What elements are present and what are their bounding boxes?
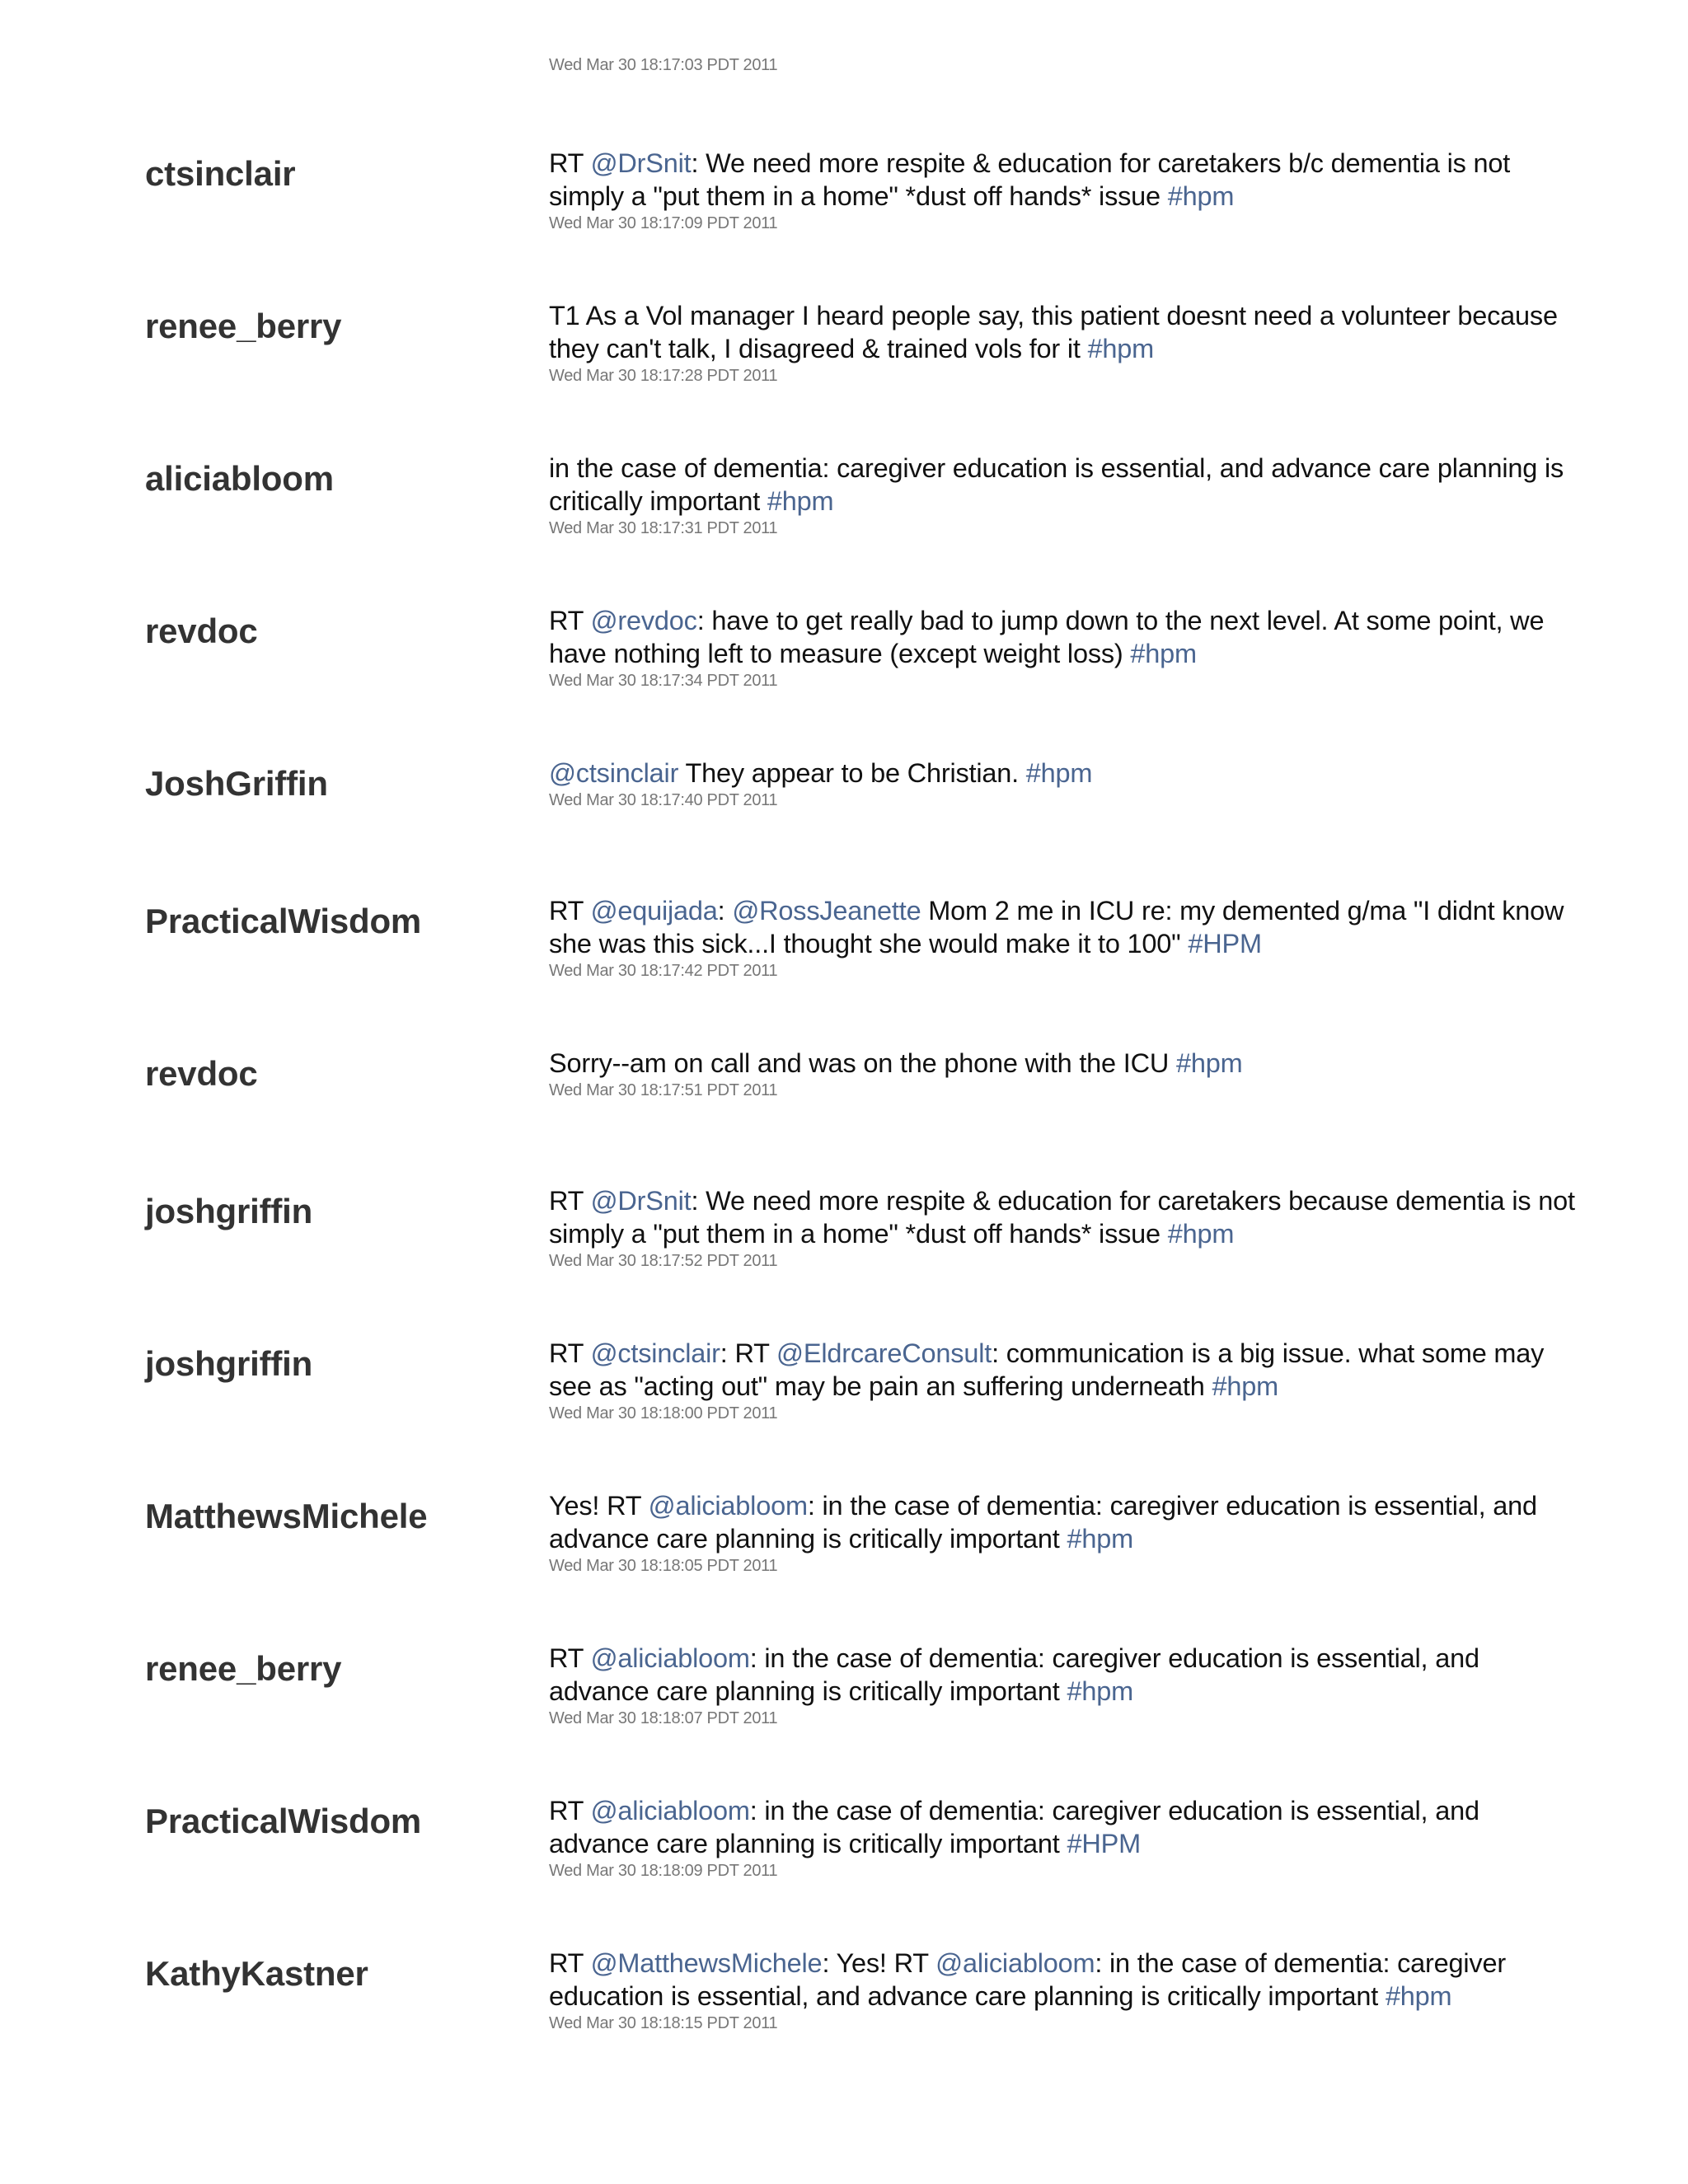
- tweet-timestamp: Wed Mar 30 18:18:00 PDT 2011: [549, 1404, 778, 1422]
- tweet-username[interactable]: PracticalWisdom: [145, 902, 422, 940]
- tweet-body: [549, 147, 1579, 234]
- tweet-text-segment: RT: [549, 606, 591, 635]
- tweet-text: [549, 1047, 1579, 1080]
- tweet-username[interactable]: PracticalWisdom: [145, 1802, 422, 1840]
- tweet-username[interactable]: KathyKastner: [145, 1954, 368, 1993]
- tweet-text: [549, 1489, 1579, 1555]
- mention-link[interactable]: @DrSnit: [590, 1186, 692, 1216]
- tweet-timestamp: Wed Mar 30 18:17:40 PDT 2011: [549, 791, 778, 809]
- mention-link[interactable]: @ctsinclair: [549, 758, 679, 788]
- tweet-text-segment: RT: [549, 148, 591, 178]
- tweet-text: [549, 1337, 1579, 1403]
- mention-link[interactable]: @RossJeanette: [732, 896, 921, 926]
- tweet-text-segment: : in the case of dementia: caregiver education is essential, and advance care planning is critically important: [549, 1643, 1479, 1706]
- tweet-text-segment: RT: [549, 1186, 591, 1216]
- tweet-username[interactable]: renee_berry: [145, 307, 342, 345]
- tweet-text-segment: RT: [549, 1643, 591, 1673]
- mention-link[interactable]: @ctsinclair: [590, 1338, 720, 1368]
- tweet-text: [549, 1184, 1579, 1250]
- mention-link[interactable]: @aliciabloom: [648, 1491, 808, 1521]
- tweet-text-segment: RT: [549, 1796, 591, 1825]
- tweet-text-segment: : in the case of dementia: caregiver education is essential, and advance care planning is critically important: [549, 1796, 1479, 1858]
- tweet-text-segment: Sorry--am on call and was on the phone with the ICU: [549, 1048, 1176, 1078]
- tweet-text-segment: :: [717, 896, 733, 926]
- tweet-username[interactable]: joshgriffin: [145, 1344, 313, 1383]
- tweet-text: [549, 1794, 1579, 1860]
- tweet-text: [549, 452, 1579, 518]
- tweet-timestamp: Wed Mar 30 18:17:52 PDT 2011: [549, 1252, 778, 1270]
- tweet-body: [549, 757, 1579, 811]
- tweet-body: [549, 1337, 1579, 1424]
- tweet-timestamp: Wed Mar 30 18:18:05 PDT 2011: [549, 1557, 778, 1575]
- previous-tweet-timestamp: [549, 56, 778, 87]
- tweet-body: [549, 452, 1579, 539]
- hashtag-link[interactable]: #hpm: [1067, 1676, 1133, 1706]
- tweet-timestamp: Wed Mar 30 18:17:31 PDT 2011: [549, 519, 778, 537]
- hashtag-link[interactable]: #HPM: [1188, 929, 1262, 958]
- tweet-text: [549, 894, 1579, 960]
- hashtag-link[interactable]: #hpm: [1167, 181, 1235, 211]
- tweet-timestamp: Wed Mar 30 18:17:42 PDT 2011: [549, 962, 778, 980]
- tweet-text: [549, 1947, 1579, 2013]
- tweet-text-segment: : have to get really bad to jump down to the next level. At some point, we have nothing left to measure (except weight loss): [549, 606, 1545, 668]
- hashtag-link[interactable]: #hpm: [1130, 639, 1197, 668]
- tweet-body: [549, 1184, 1579, 1272]
- tweet-username[interactable]: renee_berry: [145, 1649, 342, 1688]
- tweet-body: [549, 894, 1579, 982]
- timestamp-text: Wed Mar 30 18:17:03 PDT 2011: [549, 56, 778, 74]
- tweet-text-segment: : in the case of dementia: caregiver education is essential, and advance care planning is critically important: [549, 1491, 1537, 1554]
- tweet-username[interactable]: revdoc: [145, 1054, 258, 1093]
- tweet-text: [549, 1642, 1579, 1708]
- tweet-text-segment: Yes! RT: [549, 1491, 649, 1521]
- hashtag-link[interactable]: #hpm: [1067, 1524, 1133, 1554]
- tweet-body: [549, 1489, 1579, 1577]
- mention-link[interactable]: @aliciabloom: [590, 1643, 750, 1673]
- hashtag-link[interactable]: #hpm: [1087, 334, 1155, 363]
- tweet-timestamp: Wed Mar 30 18:18:09 PDT 2011: [549, 1862, 778, 1880]
- tweet-text-segment: Mom 2 me in ICU re: my demented g/ma "I didnt know she was this sick...I thought she would make it to 100": [549, 896, 1564, 958]
- mention-link[interactable]: @aliciabloom: [590, 1796, 750, 1825]
- tweet-text: [549, 757, 1579, 790]
- tweet-text-segment: : Yes! RT: [822, 1948, 936, 1978]
- tweet-text-segment: RT: [549, 1338, 591, 1368]
- hashtag-link[interactable]: #hpm: [1175, 1048, 1243, 1078]
- mention-link[interactable]: @MatthewsMichele: [590, 1948, 823, 1978]
- mention-link[interactable]: @EldrcareConsult: [776, 1338, 992, 1368]
- tweet-text-segment: : We need more respite & education for caretakers because dementia is not simply a "put them in a home" *dust off hands* issue: [549, 1186, 1575, 1249]
- tweet-text-segment: : We need more respite & education for caretakers b/c dementia is not simply a "put them in a home" *dust off hands* issue: [549, 148, 1511, 211]
- tweet-text-segment: : RT: [720, 1338, 777, 1368]
- tweet-text-segment: They appear to be Christian.: [678, 758, 1026, 788]
- mention-link[interactable]: @aliciabloom: [935, 1948, 1095, 1978]
- tweet-body: [549, 299, 1579, 387]
- tweet-timestamp: Wed Mar 30 18:18:07 PDT 2011: [549, 1709, 778, 1727]
- tweet-text: [549, 604, 1579, 670]
- tweet-username[interactable]: JoshGriffin: [145, 764, 328, 803]
- tweet-username[interactable]: ctsinclair: [145, 154, 296, 193]
- tweet-text-segment: : in the case of dementia: caregiver education is essential, and advance care planning is critically important: [549, 1948, 1506, 2011]
- mention-link[interactable]: @revdoc: [590, 606, 697, 635]
- tweet-timestamp: Wed Mar 30 18:17:51 PDT 2011: [549, 1081, 778, 1099]
- tweet-username[interactable]: joshgriffin: [145, 1192, 313, 1230]
- tweet-body: [549, 1947, 1579, 2034]
- hashtag-link[interactable]: #hpm: [1385, 1981, 1452, 2011]
- tweet-username[interactable]: MatthewsMichele: [145, 1497, 428, 1535]
- tweet-text-segment: : communication is a big issue. what some may see as "acting out" may be pain an suffering underneath: [549, 1338, 1545, 1401]
- hashtag-link[interactable]: #HPM: [1067, 1829, 1141, 1858]
- tweet-text-segment: T1 As a Vol manager I heard people say, this patient doesnt need a volunteer because they can't talk, I disagreed & trained vols for it: [549, 301, 1558, 363]
- tweet-body: [549, 1047, 1579, 1101]
- mention-link[interactable]: @DrSnit: [590, 148, 692, 178]
- tweet-body: [549, 1642, 1579, 1729]
- hashtag-link[interactable]: #hpm: [767, 486, 834, 516]
- tweet-text-segment: RT: [549, 1948, 591, 1978]
- mention-link[interactable]: @equijada: [590, 896, 718, 926]
- tweet-timestamp: Wed Mar 30 18:17:09 PDT 2011: [549, 214, 778, 232]
- hashtag-link[interactable]: #hpm: [1025, 758, 1093, 788]
- tweet-body: [549, 604, 1579, 691]
- tweet-username[interactable]: aliciabloom: [145, 459, 334, 498]
- tweet-timestamp: Wed Mar 30 18:17:28 PDT 2011: [549, 367, 778, 385]
- tweet-body: [549, 1794, 1579, 1882]
- tweet-timestamp: Wed Mar 30 18:18:15 PDT 2011: [549, 2014, 778, 2032]
- tweet-text-segment: RT: [549, 896, 591, 926]
- tweet-text-segment: in the case of dementia: caregiver education is essential, and advance care planning is critically important: [549, 453, 1564, 516]
- hashtag-link[interactable]: #hpm: [1212, 1371, 1278, 1401]
- tweet-text: [549, 147, 1579, 213]
- tweet-timestamp: Wed Mar 30 18:17:34 PDT 2011: [549, 672, 778, 690]
- tweet-text: [549, 299, 1579, 365]
- hashtag-link[interactable]: #hpm: [1167, 1219, 1235, 1249]
- tweet-username[interactable]: revdoc: [145, 612, 258, 650]
